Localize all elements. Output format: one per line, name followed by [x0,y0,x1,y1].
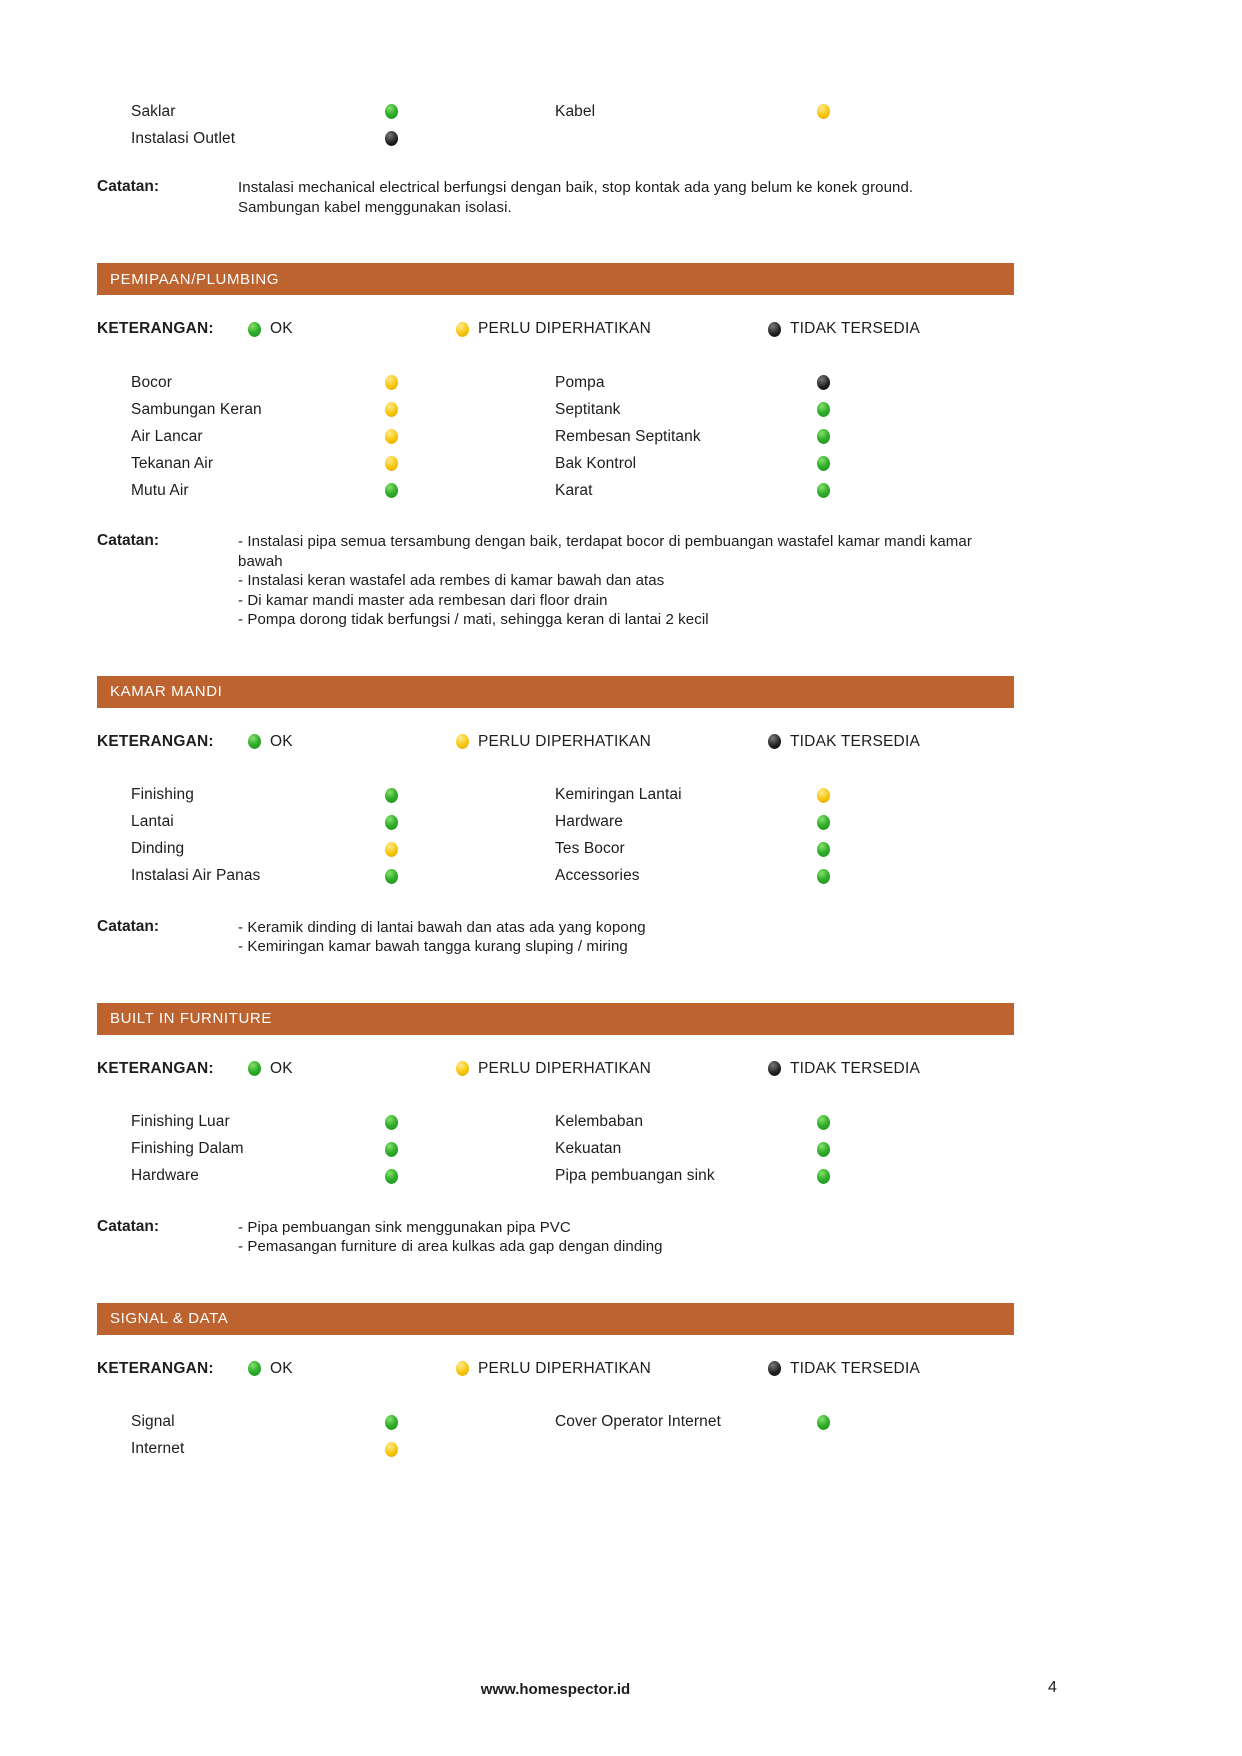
item-label: Instalasi Outlet [131,129,236,147]
section-header-built-in-furniture: BUILT IN FURNITURE [97,1003,1014,1035]
status-dot [385,483,398,498]
status-dot [385,788,398,803]
note-line: - Kemiringan kamar bawah tangga kurang sluping / miring [238,938,628,955]
status-dot [817,104,830,119]
item-label: Tekanan Air [131,454,214,472]
catatan-label: Catatan: [97,1217,160,1235]
catatan-label: Catatan: [97,178,160,195]
note-line: Instalasi mechanical electrical berfungsi dengan baik, stop kontak ada yang belum ke konek ground. [238,179,914,196]
status-dot [817,869,830,884]
legend-warning-dot [456,322,469,337]
mechanical-items [97,98,1014,152]
legend-ok-dot [248,734,261,749]
legend-ok-dot [248,1361,261,1376]
legend-title: KETERANGAN: [97,1359,214,1377]
item-label: Mutu Air [131,481,189,499]
item-label: Instalasi Air Panas [131,867,261,884]
item-label: Kemiringan Lantai [555,786,682,803]
status-dot [385,104,398,119]
legend-ok-label: OK [270,1059,293,1077]
legend-ok-dot [248,322,261,337]
note-line: Sambungan kabel menggunakan isolasi. [238,198,512,216]
status-dot [385,842,398,857]
item-label: Internet [131,1440,185,1457]
item-label: Accessories [555,867,640,884]
note-line: - Pipa pembuangan sink menggunakan pipa PVC [238,1218,571,1236]
report-content [97,98,1014,1463]
signal-data-items [97,1409,1014,1463]
legend-unavailable-dot [768,734,781,749]
status-dot [817,402,830,417]
legend-warning-dot [456,734,469,749]
item-label: Tes Bocor [555,840,625,857]
legend-ok-label: OK [270,732,293,750]
status-dot [817,1169,830,1184]
item-label: Kelembaban [555,1113,644,1130]
page-footer [0,1681,1242,1703]
legend-warning-label: PERLU DIPERHATIKAN [478,1359,651,1377]
legend-unavailable-dot [768,1361,781,1376]
status-dot [817,429,830,444]
item-label: Hardware [131,1167,199,1184]
legend-title: KETERANGAN: [97,732,214,750]
item-label: Kabel [555,102,596,120]
catatan-notes [238,532,1014,630]
item-label: Finishing Luar [131,1113,230,1130]
legend-unavailable-label: TIDAK TERSEDIA [790,732,920,750]
item-label: Air Lancar [131,427,203,445]
legend-unavailable-label: TIDAK TERSEDIA [790,1059,920,1077]
legend-unavailable-label: TIDAK TERSEDIA [790,320,920,337]
section-header-kamar-mandi: KAMAR MANDI [97,676,1014,708]
legend-title: KETERANGAN: [97,1059,214,1077]
status-dot [385,1142,398,1157]
catatan-label: Catatan: [97,532,160,549]
note-line: - Di kamar mandi master ada rembesan dari floor drain [238,591,608,609]
status-dot [817,1415,830,1430]
status-dot [385,815,398,830]
item-label: Finishing Dalam [131,1140,244,1157]
item-label: Saklar [131,102,176,120]
catatan-label: Catatan: [97,917,160,935]
legend-unavailable-label: TIDAK TERSEDIA [790,1359,920,1377]
status-dot [385,456,398,471]
page-number: 4 [1048,1679,1057,1696]
status-dot [385,131,398,146]
legend-ok-label: OK [270,320,293,337]
item-label: Dinding [131,840,185,857]
item-label: Sambungan Keran [131,400,262,418]
item-label: Karat [555,481,593,499]
legend [97,732,1014,752]
legend-unavailable-dot [768,1061,781,1076]
legend-ok-dot [248,1061,261,1076]
item-label: Pipa pembuangan sink [555,1167,715,1184]
item-label: Septitank [555,400,621,418]
status-dot [817,788,830,803]
catatan-notes [238,178,1014,217]
catatan-notes [238,918,1014,957]
item-label: Rembesan Septitank [555,427,701,445]
legend-unavailable-dot [768,322,781,337]
catatan-block [97,178,1014,217]
legend-warning-label: PERLU DIPERHATIKAN [478,320,651,337]
legend [97,319,1014,339]
status-dot [817,1115,830,1130]
furniture-items [97,1109,1014,1190]
catatan-block [97,1218,1014,1257]
status-dot [817,375,830,390]
item-label: Cover Operator Internet [555,1413,721,1430]
item-label: Hardware [555,813,623,830]
status-dot [385,1442,398,1457]
section-header-signal-data: SIGNAL & DATA [97,1303,1014,1335]
status-dot [385,1169,398,1184]
status-dot [385,429,398,444]
status-dot [385,1415,398,1430]
item-label: Bocor [131,373,172,391]
status-dot [817,1142,830,1157]
legend [97,1059,1014,1079]
item-label: Lantai [131,813,174,830]
item-label: Kekuatan [555,1140,622,1157]
legend-warning-dot [456,1361,469,1376]
item-label: Pompa [555,373,605,391]
status-dot [385,402,398,417]
legend-warning-label: PERLU DIPERHATIKAN [478,732,651,750]
item-label: Signal [131,1413,175,1430]
plumbing-items [97,369,1014,504]
note-line: - Pompa dorong tidak berfungsi / mati, sehingga keran di lantai 2 kecil [238,611,709,628]
status-dot [385,869,398,884]
status-dot [385,1115,398,1130]
kamar-mandi-items [97,782,1014,890]
note-line: - Instalasi pipa semua tersambung dengan baik, terdapat bocor di pembuangan wastafel kamar mandi kamar bawah [238,533,972,570]
catatan-block [97,918,1014,957]
legend [97,1359,1014,1379]
status-dot [385,375,398,390]
item-label: Bak Kontrol [555,454,637,472]
status-dot [817,456,830,471]
legend-warning-label: PERLU DIPERHATIKAN [478,1059,651,1077]
legend-ok-label: OK [270,1359,293,1377]
legend-title: KETERANGAN: [97,320,214,337]
footer-url: www.homespector.id [480,1681,631,1698]
note-line: - Keramik dinding di lantai bawah dan atas ada yang kopong [238,918,646,936]
item-label: Finishing [131,786,194,803]
status-dot [817,842,830,857]
section-header-pemipaan: PEMIPAAN/PLUMBING [97,263,1014,295]
status-dot [817,815,830,830]
catatan-notes [238,1218,1014,1257]
note-line: - Instalasi keran wastafel ada rembes di kamar bawah dan atas [238,572,665,589]
status-dot [817,483,830,498]
catatan-block [97,532,1014,630]
legend-warning-dot [456,1061,469,1076]
note-line: - Pemasangan furniture di area kulkas ada gap dengan dinding [238,1238,663,1255]
